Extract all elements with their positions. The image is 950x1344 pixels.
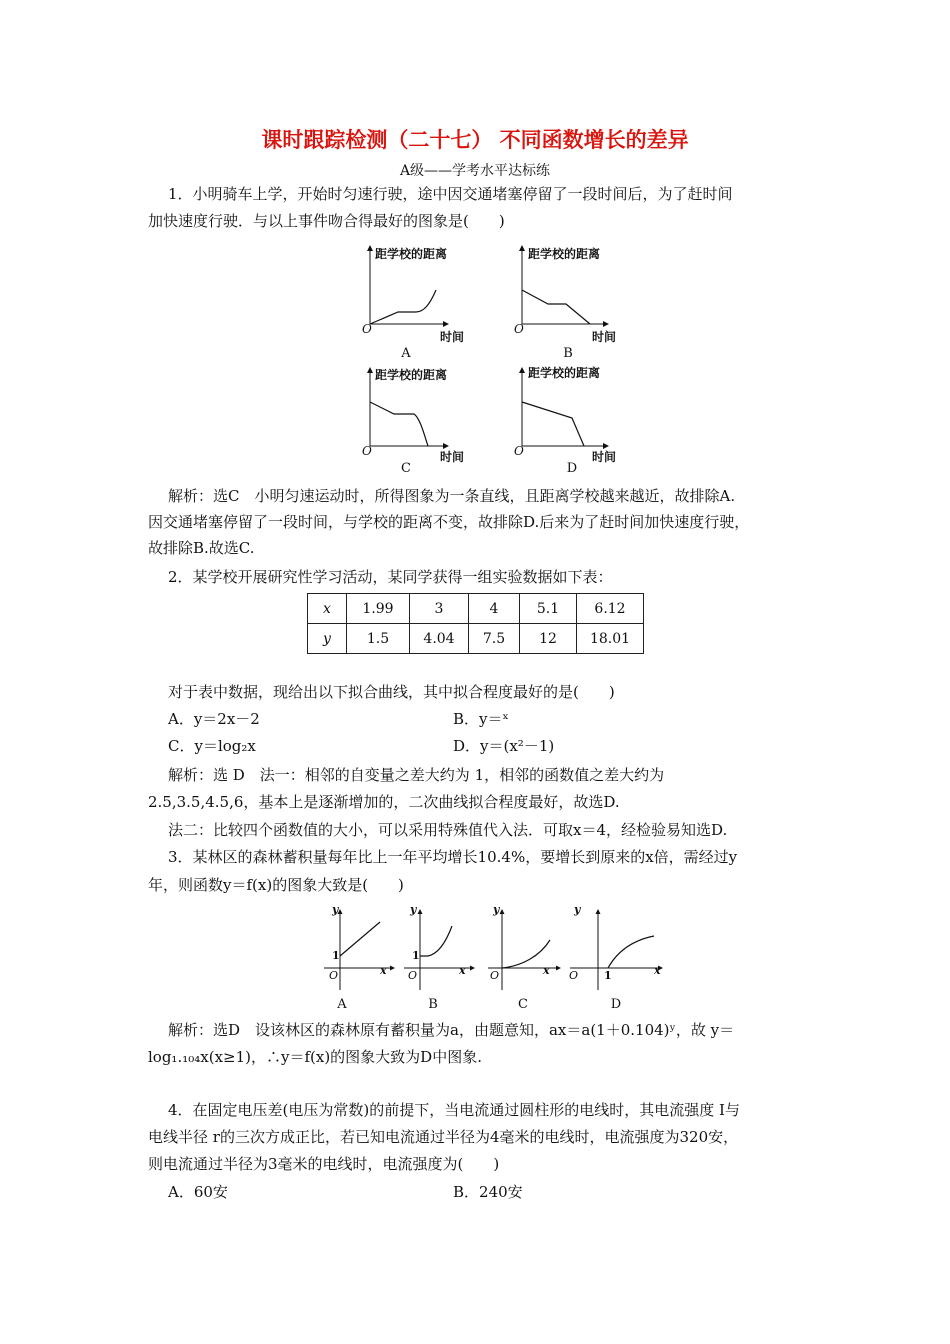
table-row — [308, 624, 644, 654]
q2-option-b: B．y＝ˣ — [453, 710, 509, 728]
q3-b-xlabel: x — [459, 964, 466, 977]
table-cell: x — [308, 594, 347, 624]
q1-a-xlabel: 时间 — [440, 330, 465, 344]
q4-text-line1: 4．在固定电压差(电压为常数)的前提下，当电流通过圆柱形的电线时，其电流强度 I与 — [168, 1101, 740, 1119]
table-cell: 12 — [520, 624, 577, 654]
q1-d-xlabel: 时间 — [592, 450, 617, 464]
q1-d-ylabel: 距学校的距离 — [528, 366, 601, 380]
q2-analysis-1: 解析：选 D 法一：相邻的自变量之差大约为 1，相邻的函数值之差大约为 — [168, 766, 665, 784]
q4-option-b: B．240安 — [453, 1183, 523, 1201]
q1-analysis-3: 故排除B.故选C. — [148, 539, 255, 557]
q2-text-line2: 对于表中数据，现给出以下拟合曲线，其中拟合程度最好的是( ) — [168, 683, 615, 701]
q3-graph-d — [570, 910, 662, 990]
q1-c-origin: O — [362, 444, 372, 458]
q2-analysis-2: 2.5,3.5,4.5,6，基本上是逐渐增加的，二次曲线拟合程度最好，故选D. — [148, 793, 620, 811]
q1-b-origin: O — [514, 322, 524, 336]
q3-a-one: 1 — [332, 949, 340, 962]
q1-c-xlabel: 时间 — [440, 450, 465, 464]
q1-text-line1: 1．小明骑车上学，开始时匀速行驶，途中因交通堵塞停留了一段时间后，为了赶时间 — [168, 185, 733, 203]
q3-text-line2: 年，则函数y＝f(x)的图象大致是( ) — [148, 876, 404, 894]
q2-text-line1: 2．某学校开展研究性学习活动，某同学获得一组实验数据如下表： — [168, 568, 613, 586]
q3-option-c-label: C — [518, 997, 528, 1012]
q2-option-d: D．y＝(x²－1) — [453, 737, 555, 755]
q1-option-b-label: B — [563, 346, 573, 361]
q3-a-xlabel: x — [380, 964, 387, 977]
table-cell: 4 — [469, 594, 520, 624]
q3-c-ylabel: y — [493, 903, 500, 916]
table-cell: y — [308, 624, 347, 654]
table-cell: 3 — [410, 594, 469, 624]
q2-data-table — [307, 593, 644, 654]
q3-a-origin: O — [329, 969, 339, 982]
table-cell: 6.12 — [577, 594, 644, 624]
q1-analysis-2: 因交通堵塞停留了一段时间，与学校的距离不变，故排除D.后来为了赶时间加快速度行驶， — [148, 513, 750, 531]
page-title: 课时跟踪检测（二十七） 不同函数增长的差异 — [261, 128, 689, 152]
q1-option-d-label: D — [566, 461, 578, 476]
q1-option-c-label: C — [401, 461, 411, 476]
table-cell: 5.1 — [520, 594, 577, 624]
q3-d-origin: O — [569, 969, 579, 982]
q2-option-a: A．y＝2x－2 — [168, 710, 260, 728]
q1-b-xlabel: 时间 — [592, 330, 617, 344]
q3-d-xlabel: x — [654, 964, 661, 977]
table-cell: 18.01 — [577, 624, 644, 654]
q1-d-origin: O — [514, 444, 524, 458]
q3-option-d-label: D — [610, 997, 622, 1012]
q3-analysis-1: 解析：选D 设该林区的森林原有蓄积量为a，由题意知，ax＝a(1＋0.104)ʸ，故 y＝ — [168, 1021, 735, 1039]
q2-analysis-3: 法二：比较四个函数值的大小，可以采用特殊值代入法．可取x＝4，经检验易知选D. — [168, 821, 728, 839]
q3-c-xlabel: x — [543, 964, 550, 977]
q4-text-line3: 则电流通过半径为3毫米的电线时，电流强度为( ) — [148, 1155, 500, 1173]
q3-d-ylabel: y — [574, 903, 581, 916]
table-cell: 7.5 — [469, 624, 520, 654]
table-cell: 1.99 — [347, 594, 410, 624]
q1-a-origin: O — [362, 322, 372, 336]
q4-option-a: A．60安 — [168, 1183, 228, 1201]
q2-option-c: C．y＝log₂x — [168, 737, 256, 755]
q3-d-one: 1 — [604, 969, 612, 982]
section-subtitle: A级——学考水平达标练 — [399, 163, 551, 179]
table-cell: 4.04 — [410, 624, 469, 654]
q3-b-ylabel: y — [410, 903, 417, 916]
q3-analysis-2: log₁.₁₀₄x(x≥1)，∴y＝f(x)的图象大致为D中图象. — [148, 1048, 482, 1066]
q3-b-one: 1 — [412, 949, 420, 962]
q1-option-a-label: A — [401, 346, 411, 361]
q4-text-line2: 电线半径 r的三次方成正比，若已知电流通过半径为4毫米的电线时，电流强度为320安， — [148, 1128, 739, 1146]
table-cell: 1.5 — [347, 624, 410, 654]
q1-analysis-1: 解析：选C 小明匀速运动时，所得图象为一条直线，且距离学校越来越近，故排除A. — [168, 487, 736, 505]
q3-a-ylabel: y — [332, 903, 339, 916]
q1-text-line2: 加快速度行驶．与以上事件吻合得最好的图象是( ) — [148, 212, 505, 230]
q3-text-line1: 3．某林区的森林蓄积量每年比上一年平均增长10.4%，要增长到原来的x倍，需经过y — [168, 848, 738, 866]
q3-c-origin: O — [490, 969, 500, 982]
q1-a-ylabel: 距学校的距离 — [375, 247, 448, 261]
q1-c-ylabel: 距学校的距离 — [375, 368, 448, 382]
table-row — [308, 594, 644, 624]
q3-b-origin: O — [408, 969, 418, 982]
q3-option-b-label: B — [428, 997, 438, 1012]
q1-b-ylabel: 距学校的距离 — [528, 247, 601, 261]
q3-option-a-label: A — [337, 997, 347, 1012]
